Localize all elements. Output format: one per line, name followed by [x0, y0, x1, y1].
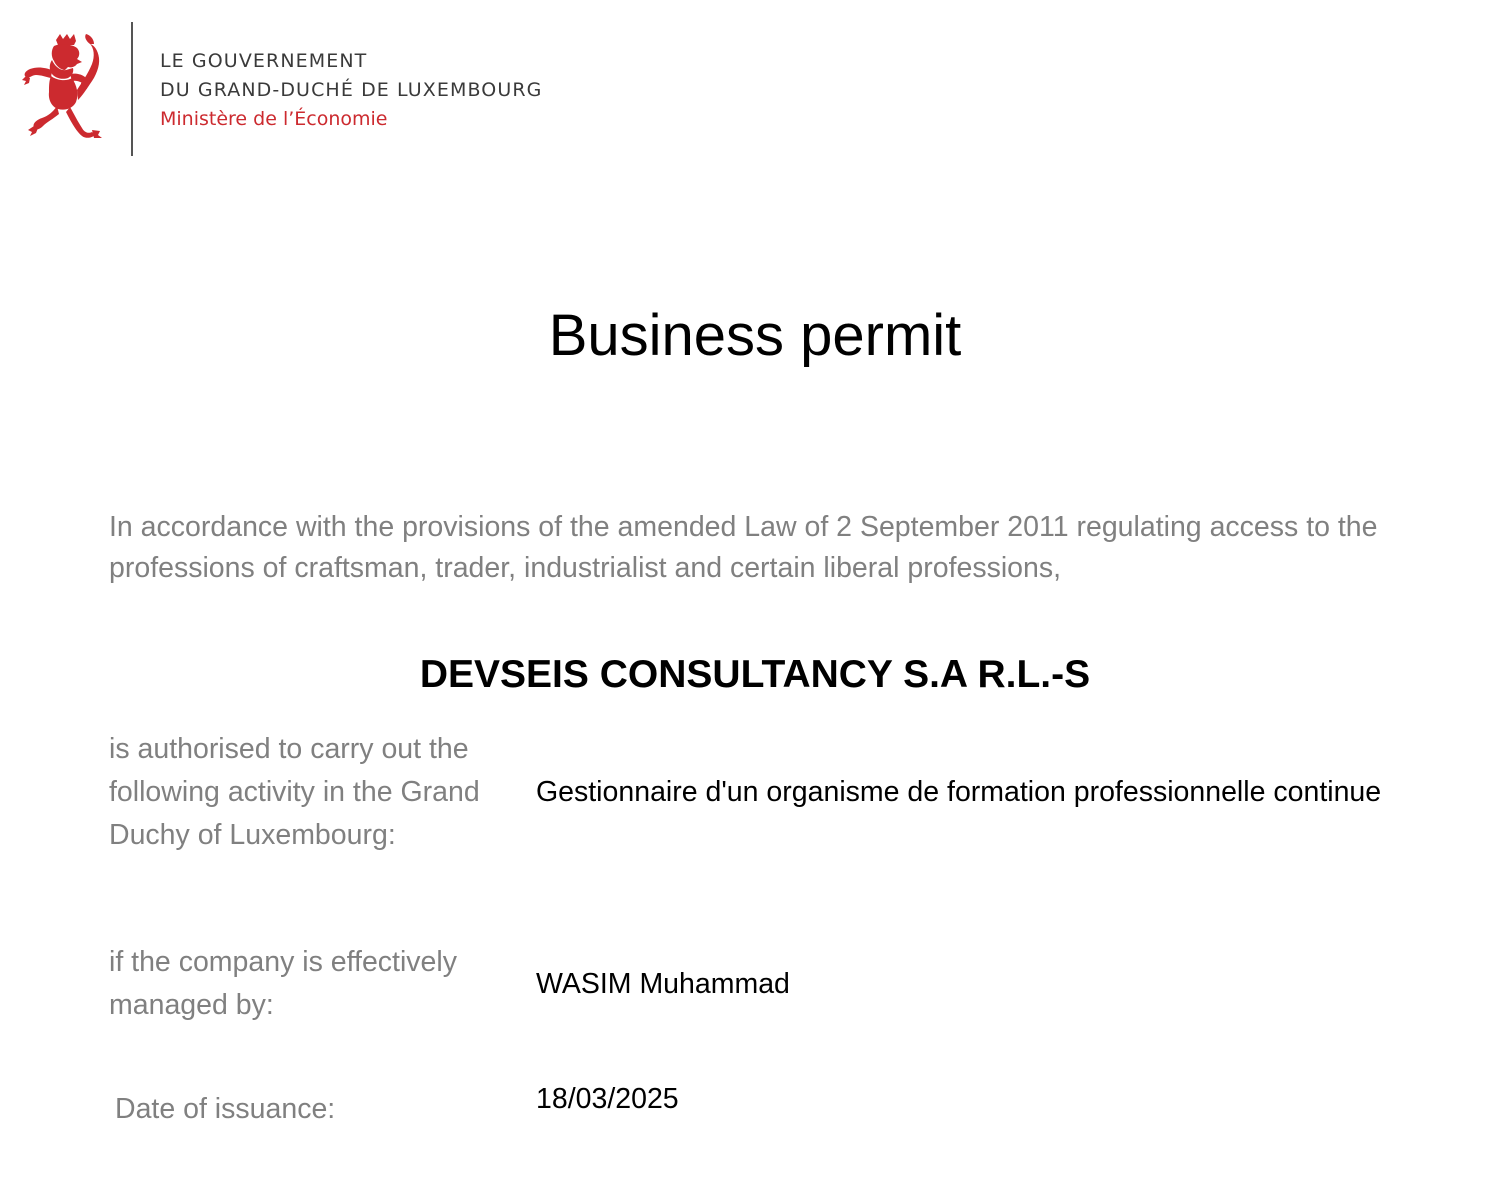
- document-header: [0, 0, 1490, 170]
- manager-value: WASIM Muhammad: [536, 968, 790, 1000]
- company-name: DEVSEIS CONSULTANCY S.A R.L.-S: [419, 653, 1091, 696]
- government-name-line-1: LE GOUVERNEMENT: [160, 50, 368, 72]
- issuance-date-label: Date of issuance:: [115, 1093, 336, 1125]
- header-divider: [131, 22, 133, 156]
- legal-preamble: In accordance with the provisions of the amended Law of 2 September 2011 regulating access to the professions of craftsman, trader, industrialist and certain liberal professions,: [109, 511, 1378, 584]
- activity-value: Gestionnaire d'un organisme de formation professionnelle continue: [536, 776, 1382, 808]
- ministry-name: Ministère de l’Économie: [160, 108, 388, 130]
- document-title: Business permit: [548, 303, 962, 368]
- red-lion-rampant-icon: [22, 34, 108, 142]
- manager-label: if the company is effectively managed by:: [109, 946, 457, 1021]
- issuance-date-value: 18/03/2025: [536, 1083, 679, 1115]
- government-name-line-2: DU GRAND-DUCHÉ DE LUXEMBOURG: [160, 79, 543, 101]
- activity-label: is authorised to carry out the following activity in the Grand Duchy of Luxembourg:: [109, 733, 480, 851]
